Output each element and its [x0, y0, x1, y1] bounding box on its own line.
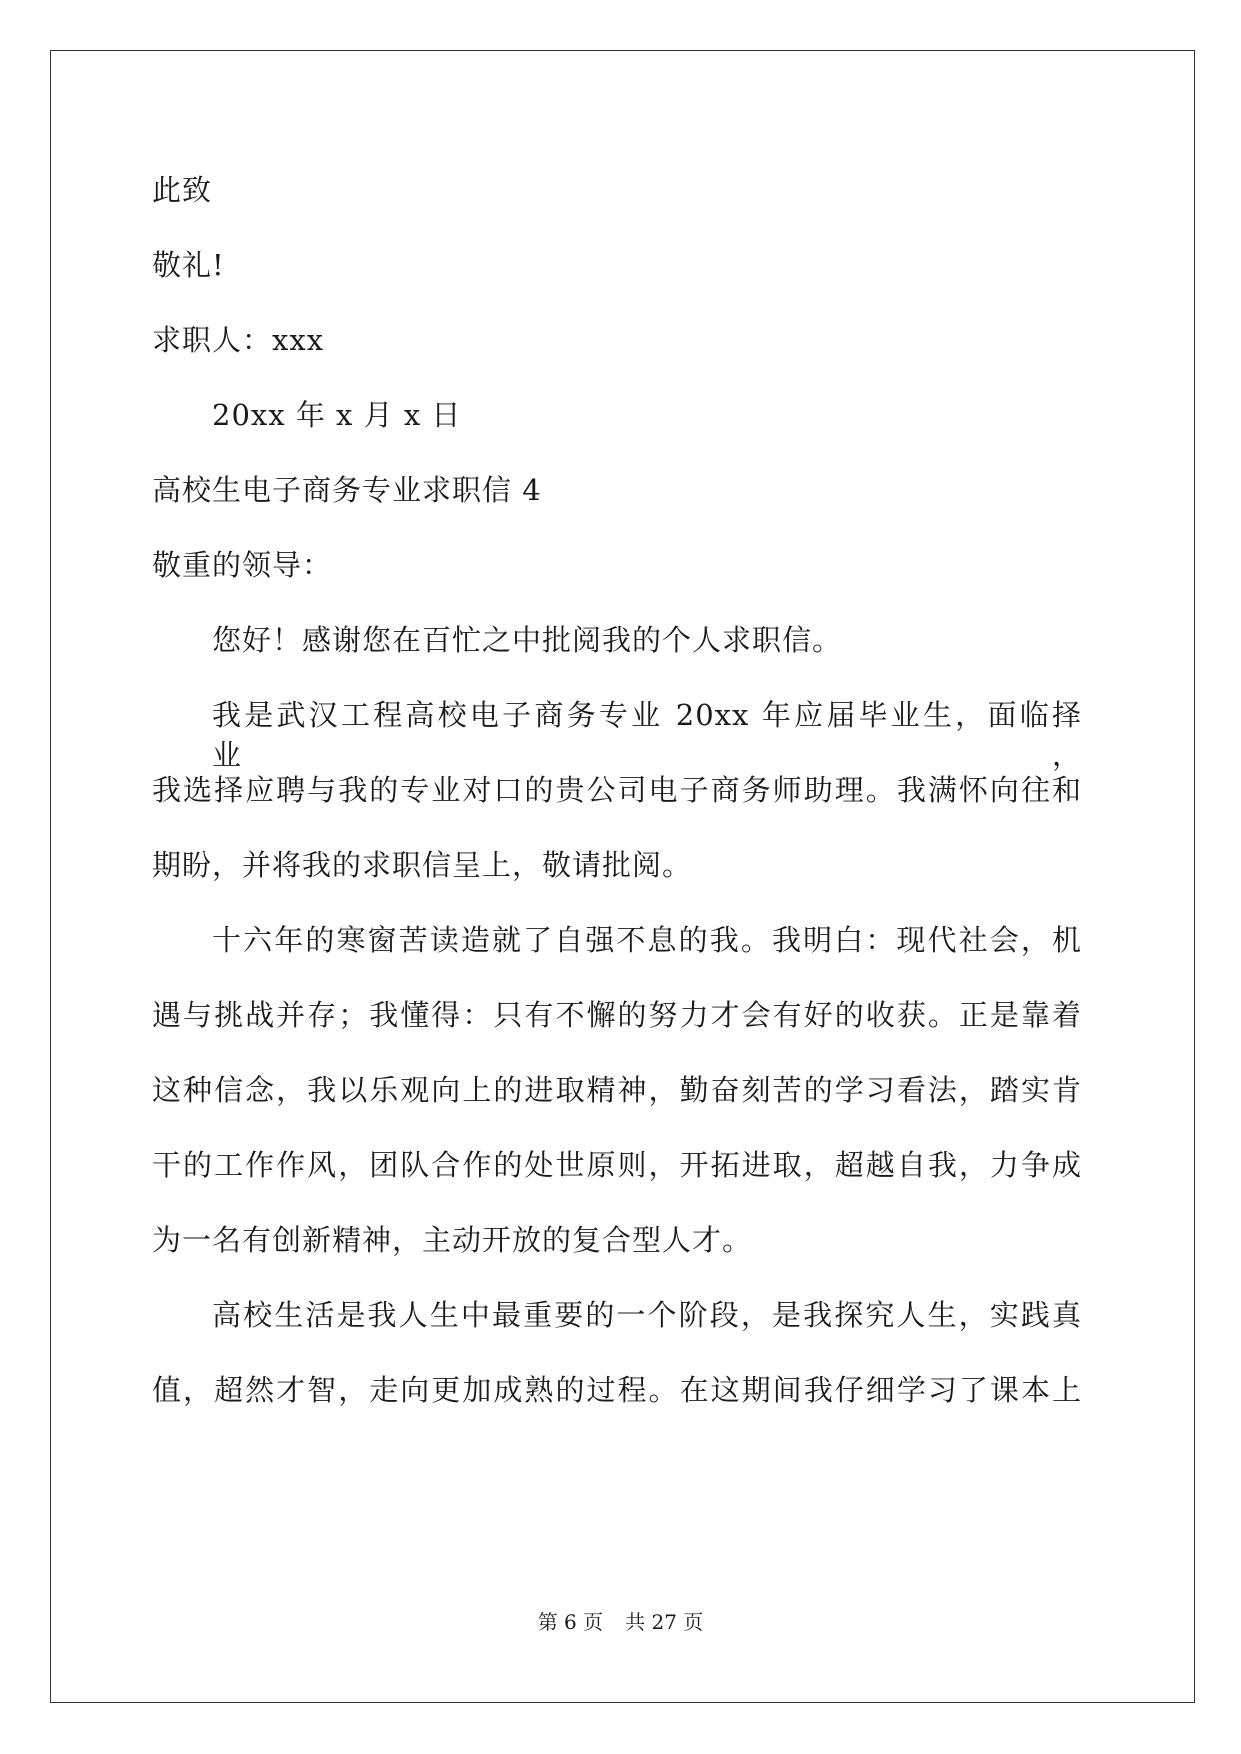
page-total: 共 27 页	[625, 1610, 704, 1634]
paragraph-line: 干的工作作风，团队合作的处世原则，开拓进取，超越自我，力争成	[152, 1148, 1082, 1182]
letter-date: 20xx 年 x 月 x 日	[212, 398, 462, 432]
paragraph-line: 我选择应聘与我的专业对口的贵公司电子商务师助理。我满怀向往和	[152, 773, 1082, 807]
section-title: 高校生电子商务专业求职信 4	[152, 473, 542, 507]
letter-greeting: 敬重的领导：	[152, 548, 333, 582]
page-number: 第 6 页	[537, 1610, 604, 1634]
closing-regards: 敬礼!	[152, 248, 225, 282]
paragraph-line: 为一名有创新精神，主动开放的复合型人才。	[152, 1223, 753, 1257]
page-footer	[0, 1609, 1241, 1635]
paragraph-line: 遇与挑战并存；我懂得：只有不懈的努力才会有好的收获。正是靠着	[152, 998, 1082, 1032]
paragraph-line: 我是武汉工程高校电子商务专业 20xx 年应届毕业生，面临择业，	[212, 698, 1082, 772]
applicant-signature: 求职人：xxx	[152, 323, 325, 357]
closing-salutation: 此致	[152, 173, 213, 207]
paragraph-line: 值，超然才智，走向更加成熟的过程。在这期间我仔细学习了课本上	[152, 1373, 1082, 1407]
paragraph-line: 您好！感谢您在百忙之中批阅我的个人求职信。	[212, 623, 843, 657]
paragraph-line: 期盼，并将我的求职信呈上，敬请批阅。	[152, 848, 693, 882]
paragraph-line: 这种信念，我以乐观向上的进取精神，勤奋刻苦的学习看法，踏实肯	[152, 1073, 1082, 1107]
paragraph-line: 高校生活是我人生中最重要的一个阶段，是我探究人生，实践真	[212, 1298, 1082, 1332]
paragraph-line: 十六年的寒窗苦读造就了自强不息的我。我明白：现代社会，机	[212, 923, 1082, 957]
